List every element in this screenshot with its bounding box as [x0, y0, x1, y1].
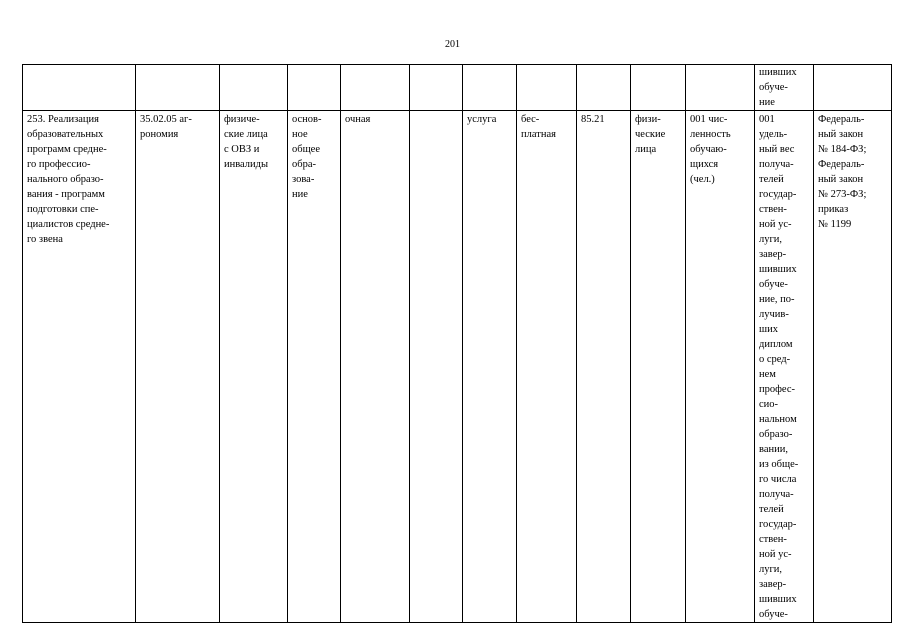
table-cell: [23, 111, 136, 623]
cell-volume-indicator: 001 чис- ленность обучаю- щихся (чел.): [690, 114, 731, 185]
table-cell: [136, 111, 220, 623]
cell-education-base: основ- ное общее обра- зова- ние: [292, 114, 322, 200]
table-cell: [341, 65, 410, 111]
table-row-253: [23, 111, 892, 623]
table-cell: [288, 65, 341, 111]
table-cell: [463, 65, 517, 111]
table-cell: [410, 65, 463, 111]
table-cell: [577, 111, 631, 623]
cell-service-name: 253. Реализация образовательных программ средне- го профессио- нального образо- вания - программ подготовки спе- циалистов средне- го звена: [27, 114, 110, 245]
cell-recipients: физи- ческие лица: [635, 114, 666, 155]
table-cell: [631, 111, 686, 623]
cell-specialty: 35.02.05 аг- рономия: [140, 114, 192, 140]
table-cell: [410, 111, 463, 623]
table-cell: [220, 65, 288, 111]
table-cell: [517, 65, 577, 111]
table-cell: [755, 111, 814, 623]
table-cell: [288, 111, 341, 623]
cell-form: очная: [345, 114, 371, 125]
table-cell: [220, 111, 288, 623]
table-cell: [686, 111, 755, 623]
cell-paid-status: бес- платная: [521, 114, 556, 140]
table-cell: [686, 65, 755, 111]
table-cell: [814, 111, 892, 623]
table-cell: [136, 65, 220, 111]
page-number: 201: [445, 39, 460, 50]
table-cell: [23, 65, 136, 111]
cell-type: услуга: [467, 114, 497, 125]
cell-indicator-continuation: шивших обуче- ние: [759, 67, 797, 108]
table-cell: [577, 65, 631, 111]
table-cell: [814, 65, 892, 111]
cell-quality-indicator: 001 удель- ный вес получа- телей государ- ствен- ной ус- луги, завер- шивших обуче- ние, по- лучив- ших диплом о сред- нем профес- сио- нальном образо- вании, из обще- го числа получа- телей государ- ствен- ной ус- луги, завер- шивших обуче-: [759, 114, 799, 620]
table-cell: [463, 111, 517, 623]
table-row-continuation: [23, 65, 892, 111]
table-cell: [755, 65, 814, 111]
cell-okved-code: 85.21: [581, 114, 605, 125]
table-cell: [341, 111, 410, 623]
services-table: [22, 64, 892, 623]
cell-consumers: физиче- ские лица с ОВЗ и инвалиды: [224, 114, 269, 170]
table-cell: [517, 111, 577, 623]
cell-legal-basis: Федераль- ный закон № 184-ФЗ; Федераль- ный закон № 273-ФЗ; приказ № 1199: [818, 114, 867, 230]
table-cell: [631, 65, 686, 111]
